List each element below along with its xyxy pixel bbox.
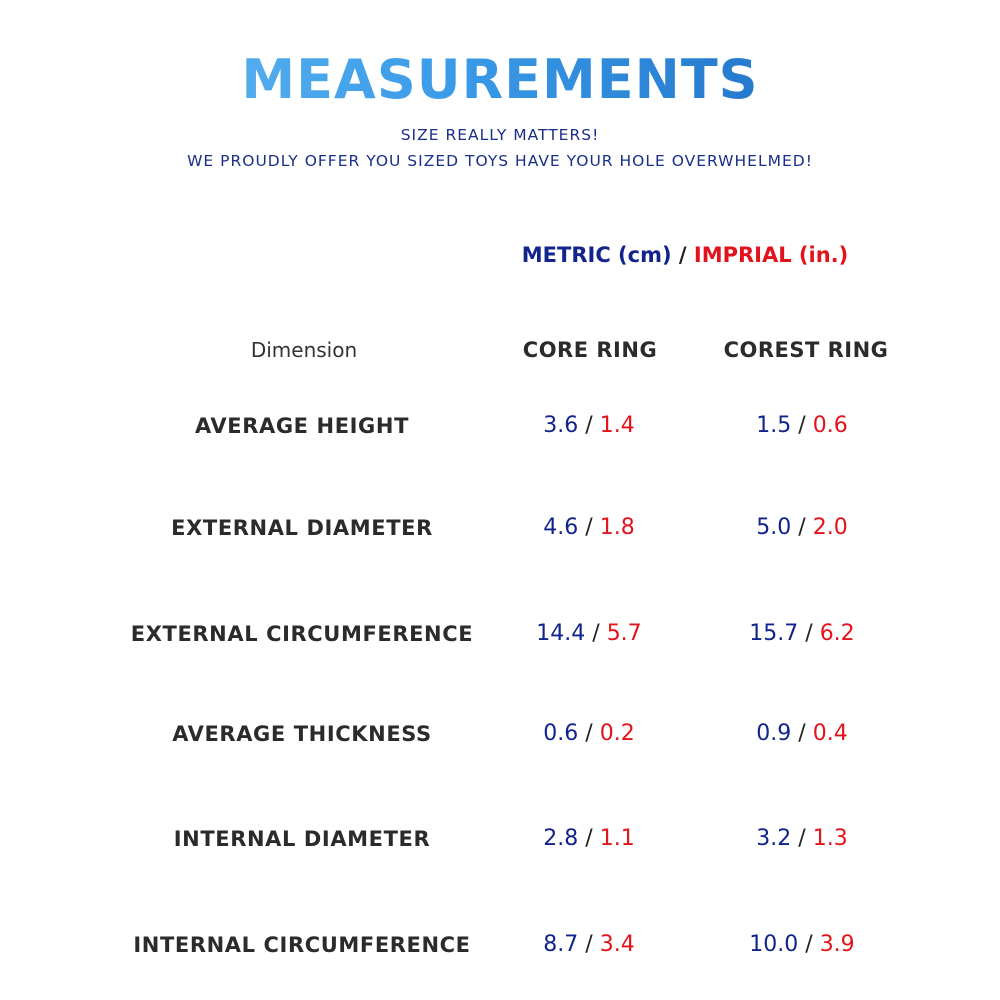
metric-value: 3.6	[543, 413, 579, 438]
core-ring-value	[489, 925, 689, 965]
metric-value: 2.8	[543, 826, 579, 851]
subtitle-line-2: WE PROUDLY OFFER YOU SIZED TOYS HAVE YOUR HOLE OVERWHELMED!	[187, 152, 813, 170]
unit-metric-label: METRIC (cm)	[521, 243, 672, 267]
column-header-dimension: Dimension	[250, 338, 358, 362]
imperial-value: 3.4	[599, 932, 635, 957]
unit-separator: /	[671, 243, 694, 267]
imperial-value: 1.4	[599, 413, 635, 438]
value-separator: /	[791, 721, 813, 746]
page-title: MEASUREMENTS	[0, 48, 1000, 112]
metric-value: 14.4	[536, 621, 586, 646]
subtitle-line-1: SIZE REALLY MATTERS!	[400, 126, 600, 144]
imperial-value: 6.2	[819, 621, 855, 646]
corest-ring-value	[702, 508, 902, 548]
corest-ring-value	[702, 819, 902, 859]
imperial-value: 1.1	[599, 826, 635, 851]
metric-value: 0.9	[756, 721, 792, 746]
metric-value: 15.7	[749, 621, 799, 646]
metric-value: 5.0	[756, 515, 792, 540]
dimension-label: AVERAGE THICKNESS	[172, 722, 432, 746]
value-separator: /	[791, 515, 813, 540]
imperial-value: 0.2	[599, 721, 635, 746]
metric-value: 8.7	[543, 932, 579, 957]
value-separator: /	[578, 413, 600, 438]
table-row	[0, 925, 1000, 965]
value-separator: /	[578, 932, 600, 957]
value-separator: /	[791, 413, 813, 438]
table-row	[0, 614, 1000, 654]
imperial-value: 1.3	[812, 826, 848, 851]
value-separator: /	[578, 515, 600, 540]
unit-imperial-label: IMPRIAL (in.)	[693, 243, 849, 267]
corest-ring-value	[702, 925, 902, 965]
metric-value: 1.5	[756, 413, 792, 438]
dimension-label: AVERAGE HEIGHT	[194, 414, 409, 438]
unit-legend	[0, 240, 1000, 270]
imperial-value: 0.4	[812, 721, 848, 746]
dimension-label: INTERNAL CIRCUMFERENCE	[133, 933, 471, 957]
core-ring-value	[489, 406, 689, 446]
corest-ring-value	[702, 406, 902, 446]
column-header-core-ring: CORE RING	[522, 338, 658, 362]
value-separator: /	[578, 826, 600, 851]
imperial-value: 1.8	[599, 515, 635, 540]
core-ring-value	[489, 819, 689, 859]
value-separator: /	[791, 826, 813, 851]
imperial-value: 0.6	[812, 413, 848, 438]
metric-value: 0.6	[543, 721, 579, 746]
dimension-label: INTERNAL DIAMETER	[173, 827, 431, 851]
value-separator: /	[798, 621, 820, 646]
value-separator: /	[798, 932, 820, 957]
column-header-corest-ring: COREST RING	[723, 338, 889, 362]
core-ring-value	[489, 714, 689, 754]
metric-value: 3.2	[756, 826, 792, 851]
value-separator: /	[585, 621, 607, 646]
dimension-label: EXTERNAL DIAMETER	[171, 516, 433, 540]
corest-ring-value	[702, 714, 902, 754]
table-row	[0, 819, 1000, 859]
imperial-value: 3.9	[819, 932, 855, 957]
core-ring-value	[489, 508, 689, 548]
table-row	[0, 508, 1000, 548]
dimension-label: EXTERNAL CIRCUMFERENCE	[130, 622, 474, 646]
table-row	[0, 714, 1000, 754]
imperial-value: 2.0	[812, 515, 848, 540]
metric-value: 10.0	[749, 932, 799, 957]
imperial-value: 5.7	[606, 621, 642, 646]
metric-value: 4.6	[543, 515, 579, 540]
value-separator: /	[578, 721, 600, 746]
core-ring-value	[489, 614, 689, 654]
table-row	[0, 406, 1000, 446]
corest-ring-value	[702, 614, 902, 654]
